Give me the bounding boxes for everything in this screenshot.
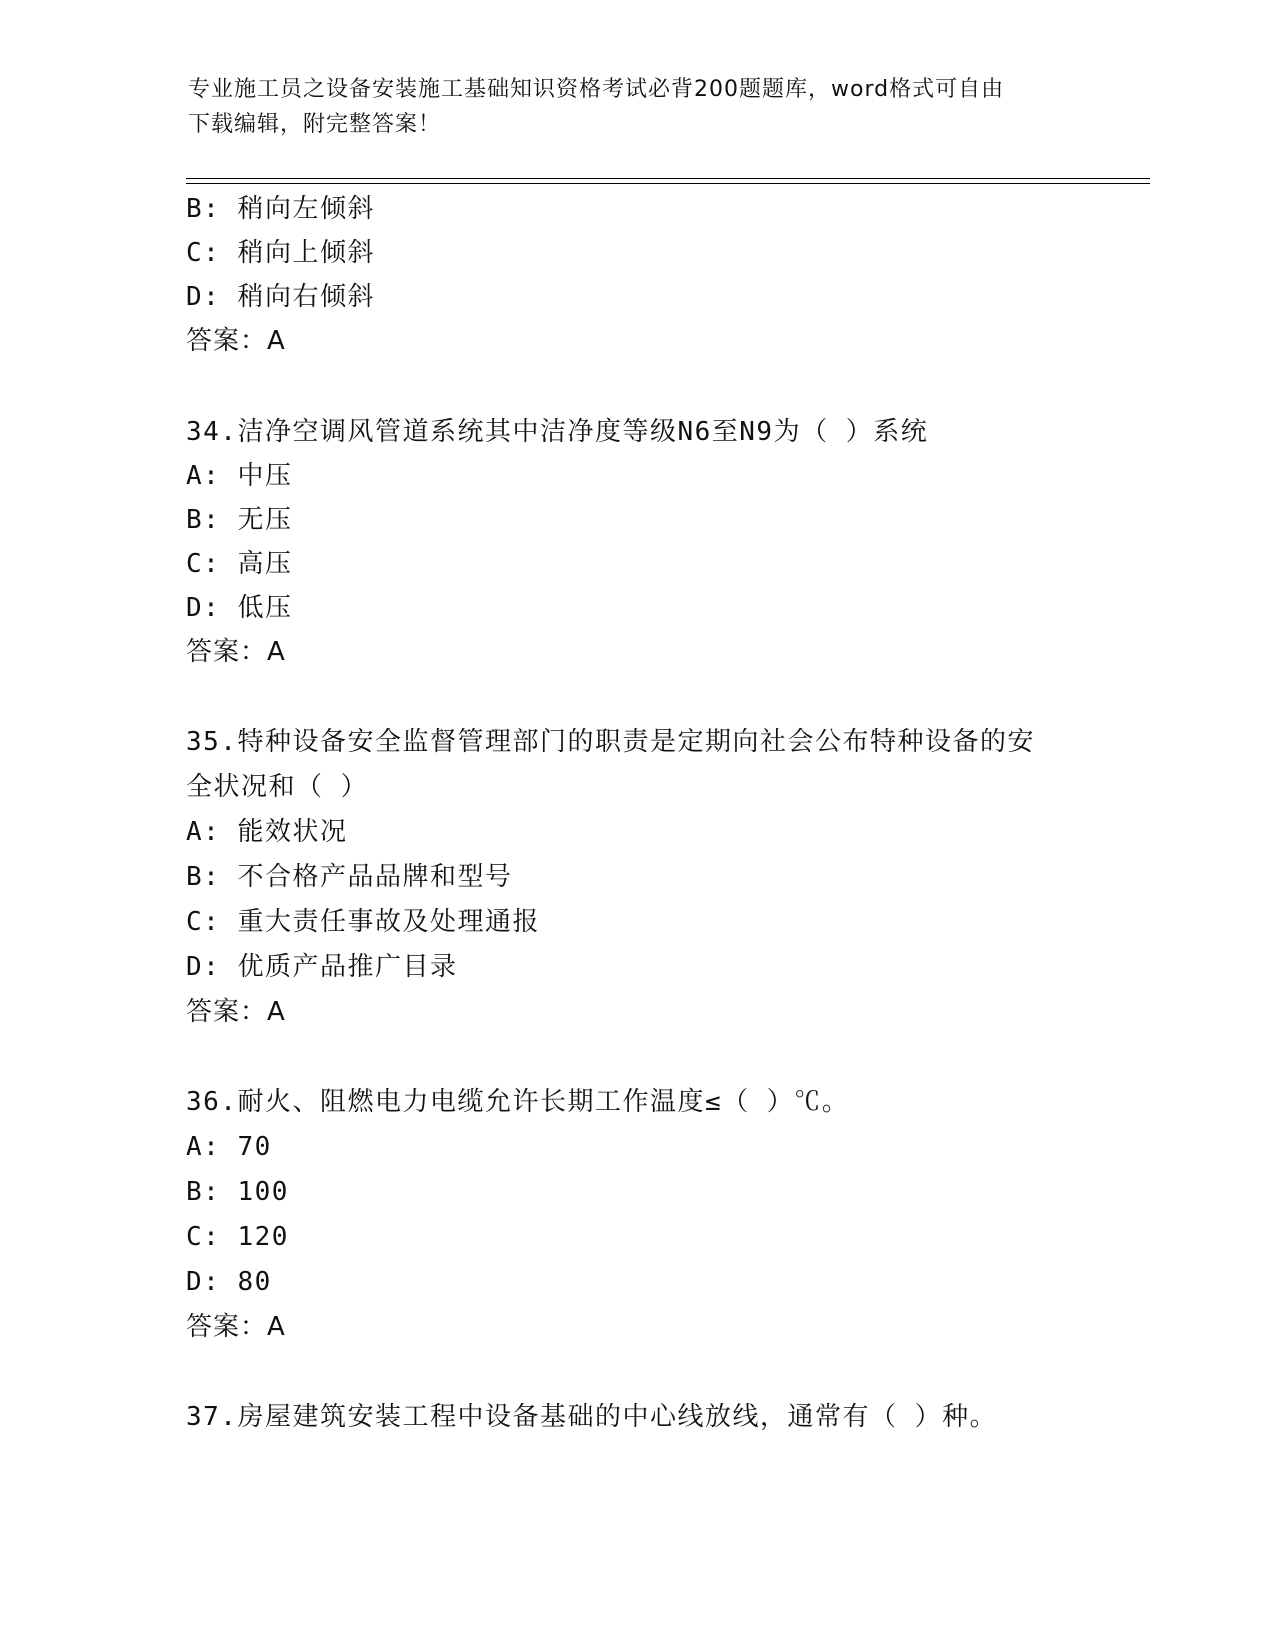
q33-answer: 答案：A xyxy=(186,326,286,356)
q35-option-a: A: 能效状况 xyxy=(186,817,348,847)
q36-answer: 答案：A xyxy=(186,1312,286,1342)
header-line-1: 专业施工员之设备安装施工基础知识资格考试必背200题题库，word格式可自由 xyxy=(188,77,1005,102)
document-header xyxy=(188,72,1068,142)
q33-option-c: C: 稍向上倾斜 xyxy=(186,238,375,268)
header-line-2: 下载编辑，附完整答案！ xyxy=(188,112,442,137)
q34-option-c: C: 高压 xyxy=(186,549,293,579)
q34-option-d: D: 低压 xyxy=(186,593,293,623)
q33-option-d: D: 稍向右倾斜 xyxy=(186,282,375,312)
q35-option-d: D: 优质产品推广目录 xyxy=(186,952,458,982)
q35-option-b: B: 不合格产品品牌和型号 xyxy=(186,862,513,892)
q34-answer: 答案：A xyxy=(186,637,286,667)
header-divider-top xyxy=(186,178,1150,179)
q35-stem-line-2: 全状况和（ ） xyxy=(186,772,369,802)
q35-answer: 答案：A xyxy=(186,997,286,1027)
q36-stem: 36.耐火、阻燃电力电缆允许长期工作温度≤（ ）℃。 xyxy=(186,1087,850,1117)
q34-stem: 34.洁净空调风管道系统其中洁净度等级N6至N9为（ ）系统 xyxy=(186,417,929,447)
q36-option-d: D: 80 xyxy=(186,1267,272,1297)
q36-option-a: A: 70 xyxy=(186,1132,272,1162)
q33-option-b: B: 稍向左倾斜 xyxy=(186,194,375,224)
q35-stem-line-1: 35.特种设备安全监督管理部门的职责是定期向社会公布特种设备的安 xyxy=(186,727,1035,757)
q36-option-b: B: 100 xyxy=(186,1177,289,1207)
q36-option-c: C: 120 xyxy=(186,1222,289,1252)
q35-option-c: C: 重大责任事故及处理通报 xyxy=(186,907,540,937)
q37-stem: 37.房屋建筑安装工程中设备基础的中心线放线，通常有（ ）种。 xyxy=(186,1402,998,1432)
header-divider-bottom xyxy=(186,183,1150,184)
q34-option-b: B: 无压 xyxy=(186,505,293,535)
q34-option-a: A: 中压 xyxy=(186,461,293,491)
